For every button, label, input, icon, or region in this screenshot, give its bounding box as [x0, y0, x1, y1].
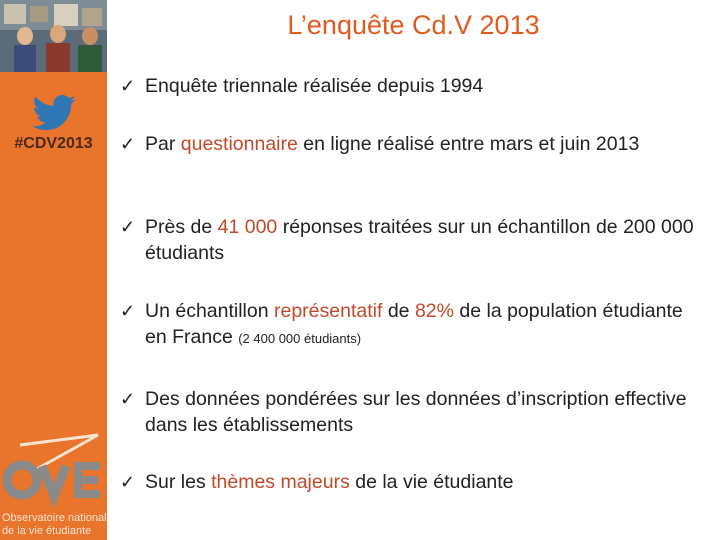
- bullet-item: [120, 298, 700, 352]
- check-icon: ✓: [120, 217, 136, 237]
- header-photo: [0, 0, 107, 72]
- ove-logo: [0, 430, 107, 540]
- bullet-item: [120, 469, 700, 495]
- text-segment: Sur les: [145, 471, 212, 493]
- bullet-text: [145, 469, 700, 495]
- note-text: (2 400 000 étudiants): [238, 331, 362, 346]
- text-segment: réponses traitées sur un échantillon de 200 000 étudiants: [145, 216, 694, 264]
- check-icon: ✓: [120, 472, 136, 492]
- highlight-text: 41 000: [217, 216, 278, 238]
- check-icon: ✓: [120, 301, 136, 321]
- twitter-bird-icon: [32, 95, 76, 131]
- text-segment: de la population étudiante en France: [145, 300, 683, 348]
- bullet-text: [145, 386, 700, 438]
- check-icon: ✓: [120, 76, 136, 96]
- logo-line-2: de la vie étudiante: [2, 525, 92, 537]
- check-icon: ✓: [120, 389, 136, 409]
- highlight-text: 82%: [414, 300, 454, 322]
- text-segment: de: [382, 300, 415, 322]
- hashtag-label: #CDV2013: [14, 135, 93, 152]
- text-segment: Enquête triennale réalisée depuis 1994: [145, 75, 484, 97]
- text-segment: Près de: [145, 216, 218, 238]
- highlight-text: questionnaire: [180, 133, 298, 155]
- bullet-item: [120, 73, 700, 99]
- highlight-text: représentatif: [274, 300, 383, 322]
- bullet-item: [120, 386, 700, 438]
- bullet-item: [120, 214, 700, 266]
- bullet-text: [145, 131, 700, 157]
- text-segment: Par: [145, 133, 181, 155]
- sidebar: [0, 0, 107, 540]
- bullet-text: [145, 214, 700, 266]
- logo-line-1: Observatoire national: [2, 512, 107, 524]
- text-segment: Un échantillon: [145, 300, 274, 322]
- bullet-text: [145, 298, 700, 352]
- text-segment: en ligne réalisé entre mars et juin 2013: [297, 133, 640, 155]
- text-segment: de la vie étudiante: [349, 471, 514, 493]
- slide-title: L’enquête Cd.V 2013: [287, 10, 540, 40]
- text-segment: Des données pondérées sur les données d’inscription effective dans les établissements: [145, 388, 687, 436]
- highlight-text: thèmes majeurs: [211, 471, 350, 493]
- bullet-text: [145, 73, 700, 99]
- check-icon: ✓: [120, 134, 136, 154]
- bullet-item: [120, 131, 700, 157]
